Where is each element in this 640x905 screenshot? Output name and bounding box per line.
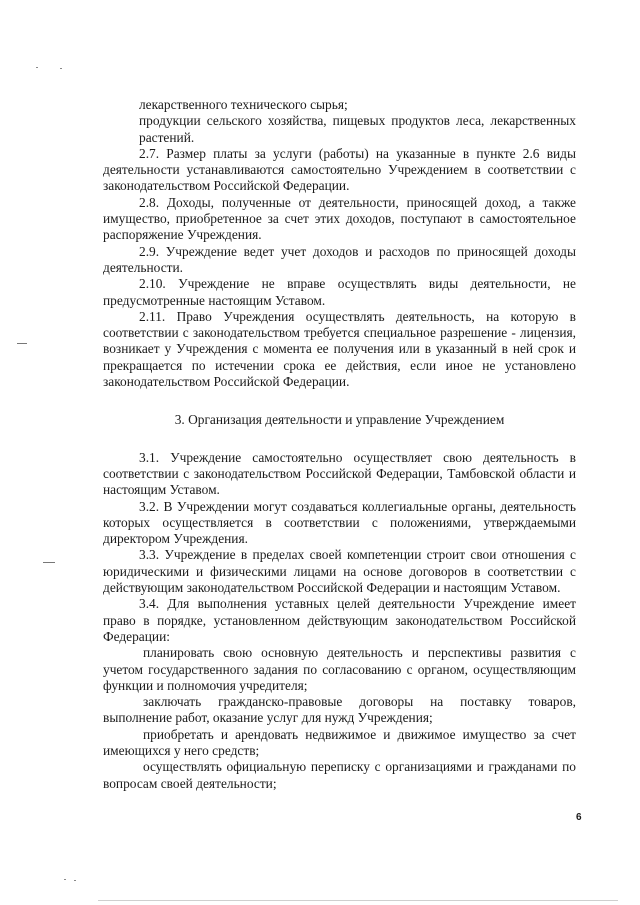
- document-body: [103, 97, 576, 792]
- scan-speck: [36, 67, 38, 68]
- paragraph-2-7: 2.7. Размер платы за услуги (работы) на указанные в пункте 2.6 виды деятельности устанавливаются самостоятельно Учреждением в соответствии с законодательством Российской Федерации.: [103, 145, 576, 194]
- scan-mark: [17, 343, 27, 344]
- scan-speck: [60, 68, 62, 69]
- paragraph-3-3: 3.3. Учреждение в пределах своей компетенции строит свои отношения с юридическими и физическими лицами на основе договоров в соответствии с действующим законодательством Российской Федерации и настоящим Уставом.: [103, 547, 576, 596]
- list-item: заключать гражданско-правовые договоры на поставку товаров, выполнение работ, оказание услуг для нужд Учреждения;: [103, 694, 576, 726]
- scan-speck: [74, 880, 76, 881]
- paragraph-3-2: 3.2. В Учреждении могут создаваться коллегиальные органы, деятельность которых осуществляется в соответствии с положениями, утверждаемыми директором Учреждения.: [103, 498, 576, 547]
- scan-speck: [64, 879, 66, 880]
- paragraph-3-4: 3.4. Для выполнения уставных целей деятельности Учреждение имеет право в порядке, установленном действующим законодательством Российской Федерации:: [103, 596, 576, 644]
- paragraph-2-10: 2.10. Учреждение не вправе осуществлять виды деятельности, не предусмотренные настоящим Уставом.: [103, 276, 576, 308]
- scan-mark: [43, 562, 55, 563]
- page-number: 6: [576, 812, 582, 823]
- scan-edge-line: [98, 900, 618, 901]
- paragraph-list-continuation: продукции сельского хозяйства, пищевых продуктов леса, лекарственных растений.: [139, 113, 576, 145]
- paragraph-2-8: 2.8. Доходы, полученные от деятельности, приносящей доход, а также имущество, приобретенное за счет этих доходов, поступают в самостоятельное распоряжение Учреждения.: [103, 194, 576, 243]
- paragraph-continuation: лекарственного технического сырья;: [139, 97, 348, 112]
- paragraph-2-9: 2.9. Учреждение ведет учет доходов и расходов по приносящей доходы деятельности.: [103, 243, 576, 275]
- list-item: планировать свою основную деятельность и перспективы развития с учетом государственного задания по согласованию с органом, осуществляющим функции и полномочия учредителя;: [103, 645, 576, 693]
- paragraph-2-11: 2.11. Право Учреждения осуществлять деятельность, на которую в соответствии с законодательством требуется специальное разрешение - лицензия, возникает у Учреждения с момента ее получения или в указанный в ней срок и прекращается по истечении срока ее действия, если иное не установлено законодательством Российской Федерации.: [103, 308, 576, 390]
- paragraph-3-1: 3.1. Учреждение самостоятельно осуществляет свою деятельность в соответствии с законодательством Российской Федерации, Тамбовской области и настоящим Уставом.: [103, 449, 576, 498]
- section-heading: 3. Организация деятельности и управление Учреждением: [174, 412, 505, 428]
- list-item: осуществлять официальную переписку с организациями и гражданами по вопросам своей деятельности;: [103, 759, 576, 791]
- list-item: приобретать и арендовать недвижимое и движимое имущество за счет имеющихся у него средств;: [103, 726, 576, 758]
